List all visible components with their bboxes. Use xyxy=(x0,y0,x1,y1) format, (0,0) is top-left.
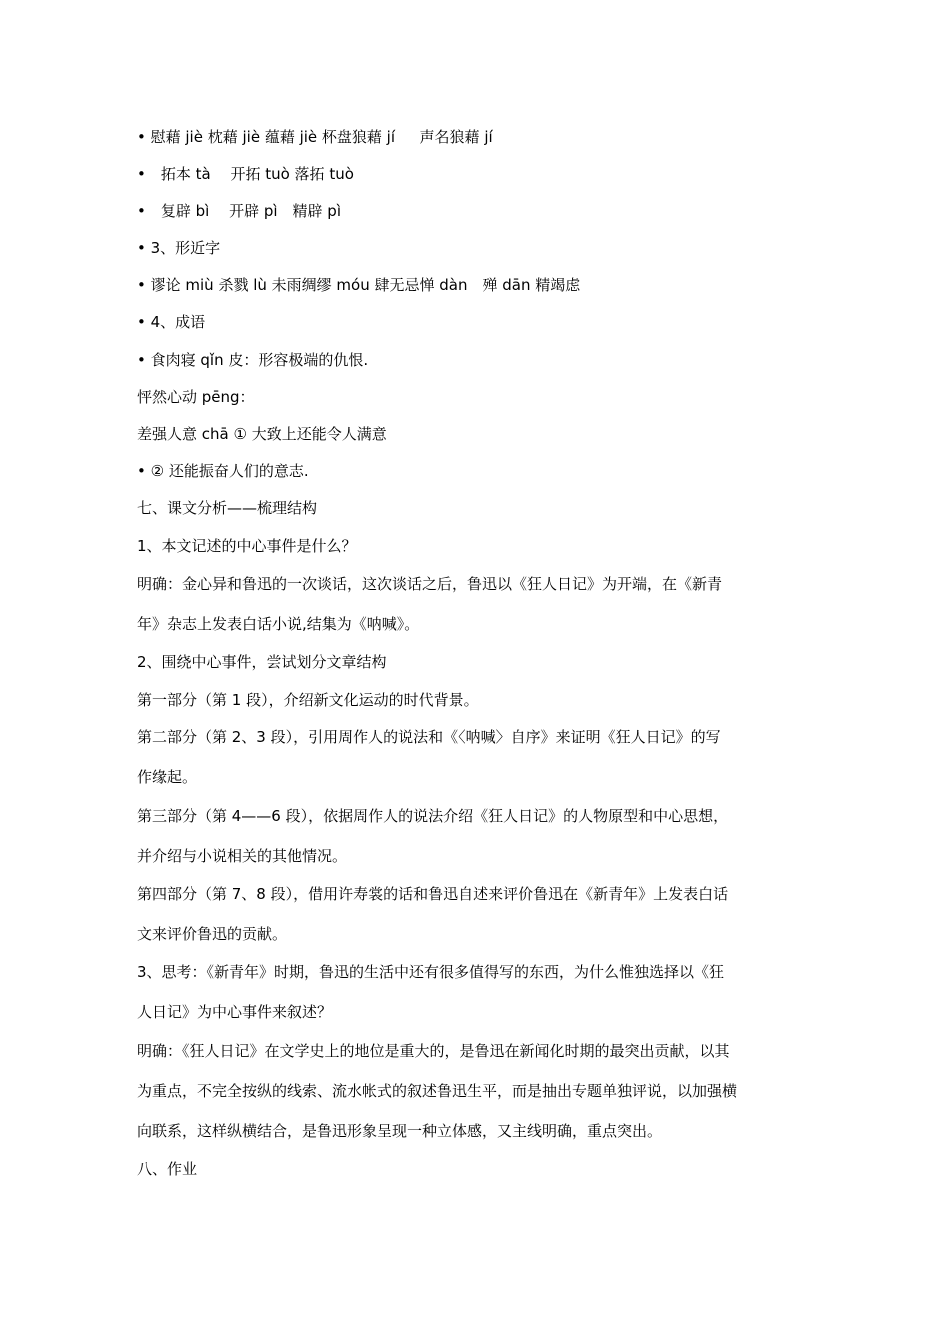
text-line: • 3、形近字 xyxy=(137,239,221,257)
question-heading: 1、本文记述的中心事件是什么？ xyxy=(137,537,357,555)
text-line: • 慰藉 jiè 枕藉 jiè 蕴藉 jiè 杯盘狼藉 jí 声名狼藉 jí xyxy=(137,128,493,146)
text-line: 年》杂志上发表白话小说,结集为《呐喊》。 xyxy=(137,615,420,633)
text-line: 作缘起。 xyxy=(137,768,198,786)
section-heading: 七、课文分析——梳理结构 xyxy=(137,499,318,517)
question-heading: 2、围绕中心事件，尝试划分文章结构 xyxy=(137,653,387,671)
text-line: 明确：《狂人日记》在文学史上的地位是重大的，是鲁迅在新闻化时期的最突出贡献，以其 xyxy=(137,1042,730,1060)
text-line: 第四部分（第 7、8 段），借用许寿裳的话和鲁迅自述来评价鲁迅在《新青年》上发表白话 xyxy=(137,885,729,903)
text-line: • 谬论 miù 杀戮 lù 未雨绸缪 móu 肆无忌惮 dàn 殚 dān 精竭虑 xyxy=(137,276,581,294)
text-line: • 复辟 bì 开辟 pì 精辟 pì xyxy=(137,202,341,220)
text-line: 怦然心动 pēng： xyxy=(137,388,255,406)
text-line: • 拓本 tà 开拓 tuò 落拓 tuò xyxy=(137,165,354,183)
section-heading: 八、作业 xyxy=(137,1160,198,1178)
text-line: • 食肉寝 qǐn 皮：形容极端的仇恨. xyxy=(137,351,369,369)
question-heading: 3、思考：《新青年》时期，鲁迅的生活中还有很多值得写的东西，为什么惟独选择以《狂 xyxy=(137,963,725,981)
text-line: 明确：金心异和鲁迅的一次谈话，这次谈话之后，鲁迅以《狂人日记》为开端，在《新青 xyxy=(137,575,723,593)
text-line: 向联系，这样纵横结合，是鲁迅形象呈现一种立体感，又主线明确，重点突出。 xyxy=(137,1122,663,1140)
text-line: 为重点，不完全按纵的线索、流水帐式的叙述鲁迅生平，而是抽出专题单独评说，以加强横 xyxy=(137,1082,738,1100)
text-line: • ② 还能振奋人们的意志. xyxy=(137,462,309,480)
text-line: 文来评价鲁迅的贡献。 xyxy=(137,925,288,943)
text-line: 并介绍与小说相关的其他情况。 xyxy=(137,847,348,865)
text-line: 差强人意 chā ① 大致上还能令人满意 xyxy=(137,425,387,443)
text-line: 第三部分（第 4——6 段），依据周作人的说法介绍《狂人日记》的人物原型和中心思想， xyxy=(137,807,729,825)
text-line: 人日记》为中心事件来叙述？ xyxy=(137,1003,333,1021)
text-line: 第一部分（第 1 段），介绍新文化运动的时代背景。 xyxy=(137,691,479,709)
text-line: • 4、成语 xyxy=(137,313,206,331)
text-line: 第二部分（第 2、3 段），引用周作人的说法和《〈呐喊〉自序》来证明《狂人日记》的写 xyxy=(137,728,721,746)
